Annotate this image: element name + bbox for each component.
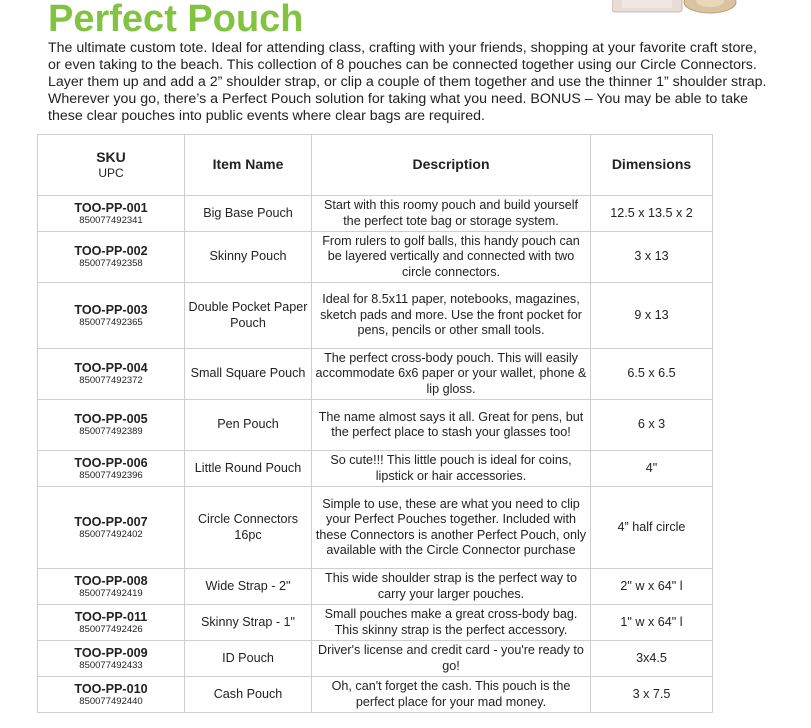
- item-description: Ideal for 8.5x11 paper, notebooks, magazines, sketch pads and more. Use the front pocket for pens, pencils or other small tools.: [312, 283, 591, 349]
- item-name: Pen Pouch: [185, 400, 312, 451]
- item-dimensions: 6 x 3: [591, 400, 713, 451]
- item-dimensions: 2" w x 64" l: [591, 569, 713, 605]
- upc: 850077492426: [79, 623, 143, 635]
- table-row: [38, 605, 713, 641]
- item-description: Oh, can't forget the cash. This pouch is the perfect place for your mad money.: [312, 677, 591, 713]
- item-description: Start with this roomy pouch and build yourself the perfect tote bag or storage system.: [312, 196, 591, 232]
- header-dimensions: Dimensions: [591, 135, 713, 196]
- item-name: ID Pouch: [185, 641, 312, 677]
- sku-cell: [38, 605, 185, 641]
- sku-cell: [38, 349, 185, 400]
- product-table: [37, 134, 713, 713]
- sku: TOO-PP-004: [74, 361, 148, 375]
- page-title: Perfect Pouch: [48, 0, 304, 40]
- sku-cell: [38, 677, 185, 713]
- intro-paragraph: The ultimate custom tote. Ideal for attending class, crafting with your friends, shopping at your favorite craft store, or even taking to the beach. This collection of 8 pouches can be connected together using our Circle Connectors. Layer them up and add a 2” shoulder strap, or clip a couple of them together and use the thinner 1” shoulder strap. Wherever you go, there’s a Perfect Pouch solution for taking what you need. BONUS – You may be able to take these clear pouches into public events where clear bags are required.: [48, 40, 767, 124]
- sku-cell: [38, 487, 185, 569]
- item-description: This wide shoulder strap is the perfect way to carry your larger pouches.: [312, 569, 591, 605]
- item-description: So cute!!! This little pouch is ideal for coins, lipstick or hair accessories.: [312, 451, 591, 487]
- table-row: [38, 349, 713, 400]
- sku-cell: [38, 196, 185, 232]
- sku-cell: [38, 232, 185, 283]
- upc: 850077492389: [79, 426, 143, 437]
- sku-cell: [38, 400, 185, 451]
- item-description: From rulers to golf balls, this handy pouch can be layered vertically and connected with two circle connectors.: [312, 232, 591, 283]
- item-description: Simple to use, these are what you need to clip your Perfect Pouches together. Included with these Connectors is another Perfect Pouch, only available with the Circle Connector purchase: [312, 487, 591, 569]
- item-name: Double Pocket Paper Pouch: [185, 283, 312, 349]
- table-row: [38, 283, 713, 349]
- table-row: [38, 487, 713, 569]
- sku: TOO-PP-001: [74, 200, 148, 215]
- table-row: [38, 569, 713, 605]
- item-dimensions: 4” half circle: [591, 487, 713, 569]
- item-dimensions: 3 x 13: [591, 232, 713, 283]
- item-dimensions: 12.5 x 13.5 x 2: [591, 196, 713, 232]
- table-row: [38, 677, 713, 713]
- sku: TOO-PP-006: [74, 455, 148, 470]
- upc: 850077492358: [79, 258, 143, 269]
- sku: TOO-PP-005: [74, 412, 148, 426]
- item-name: Little Round Pouch: [185, 451, 312, 487]
- item-name: Small Square Pouch: [185, 349, 312, 400]
- item-name: Circle Connectors 16pc: [185, 487, 312, 569]
- upc: 850077492433: [79, 659, 143, 671]
- header-upc-label: UPC: [98, 165, 124, 180]
- item-name: Wide Strap - 2": [185, 569, 312, 605]
- header-item-name: Item Name: [185, 135, 312, 196]
- sku-cell: [38, 283, 185, 349]
- sku-cell: [38, 451, 185, 487]
- sku: TOO-PP-002: [74, 244, 148, 258]
- item-dimensions: 3 x 7.5: [591, 677, 713, 713]
- sku: TOO-PP-010: [74, 681, 148, 696]
- item-dimensions: 1" w x 64" l: [591, 605, 713, 641]
- header-description: Description: [312, 135, 591, 196]
- item-name: Skinny Pouch: [185, 232, 312, 283]
- item-description: The name almost says it all. Great for pens, but the perfect place to stash your glasses too!: [312, 400, 591, 451]
- header-sku: [38, 135, 185, 196]
- upc: 850077492365: [79, 316, 143, 328]
- sku: TOO-PP-008: [74, 573, 148, 588]
- table-row: [38, 232, 713, 283]
- table-row: [38, 641, 713, 677]
- item-dimensions: 6.5 x 6.5: [591, 349, 713, 400]
- upc: 850077492402: [79, 528, 143, 540]
- product-photo: [612, 0, 744, 16]
- sku: TOO-PP-007: [74, 514, 148, 529]
- item-name: Skinny Strap - 1": [185, 605, 312, 641]
- sku-cell: [38, 641, 185, 677]
- sku-cell: [38, 569, 185, 605]
- item-dimensions: 9 x 13: [591, 283, 713, 349]
- table-row: [38, 451, 713, 487]
- table-row: [38, 196, 713, 232]
- header-row: [38, 135, 713, 196]
- sku: TOO-PP-011: [74, 609, 148, 624]
- sku: TOO-PP-009: [74, 645, 148, 660]
- item-name: Big Base Pouch: [185, 196, 312, 232]
- upc: 850077492440: [79, 695, 143, 707]
- item-description: The perfect cross-body pouch. This will easily accommodate 6x6 paper or your wallet, phone & lip gloss.: [312, 349, 591, 400]
- item-dimensions: 3x4.5: [591, 641, 713, 677]
- upc: 850077492341: [79, 214, 143, 226]
- item-description: Driver's license and credit card - you're ready to go!: [312, 641, 591, 677]
- item-name: Cash Pouch: [185, 677, 312, 713]
- upc: 850077492372: [79, 375, 143, 386]
- item-description: Small pouches make a great cross-body bag. This skinny strap is the perfect accessory.: [312, 605, 591, 641]
- upc: 850077492396: [79, 469, 143, 481]
- upc: 850077492419: [79, 587, 143, 599]
- table-row: [38, 400, 713, 451]
- header-sku-label: SKU: [96, 149, 126, 166]
- sku: TOO-PP-003: [74, 302, 148, 317]
- item-dimensions: 4": [591, 451, 713, 487]
